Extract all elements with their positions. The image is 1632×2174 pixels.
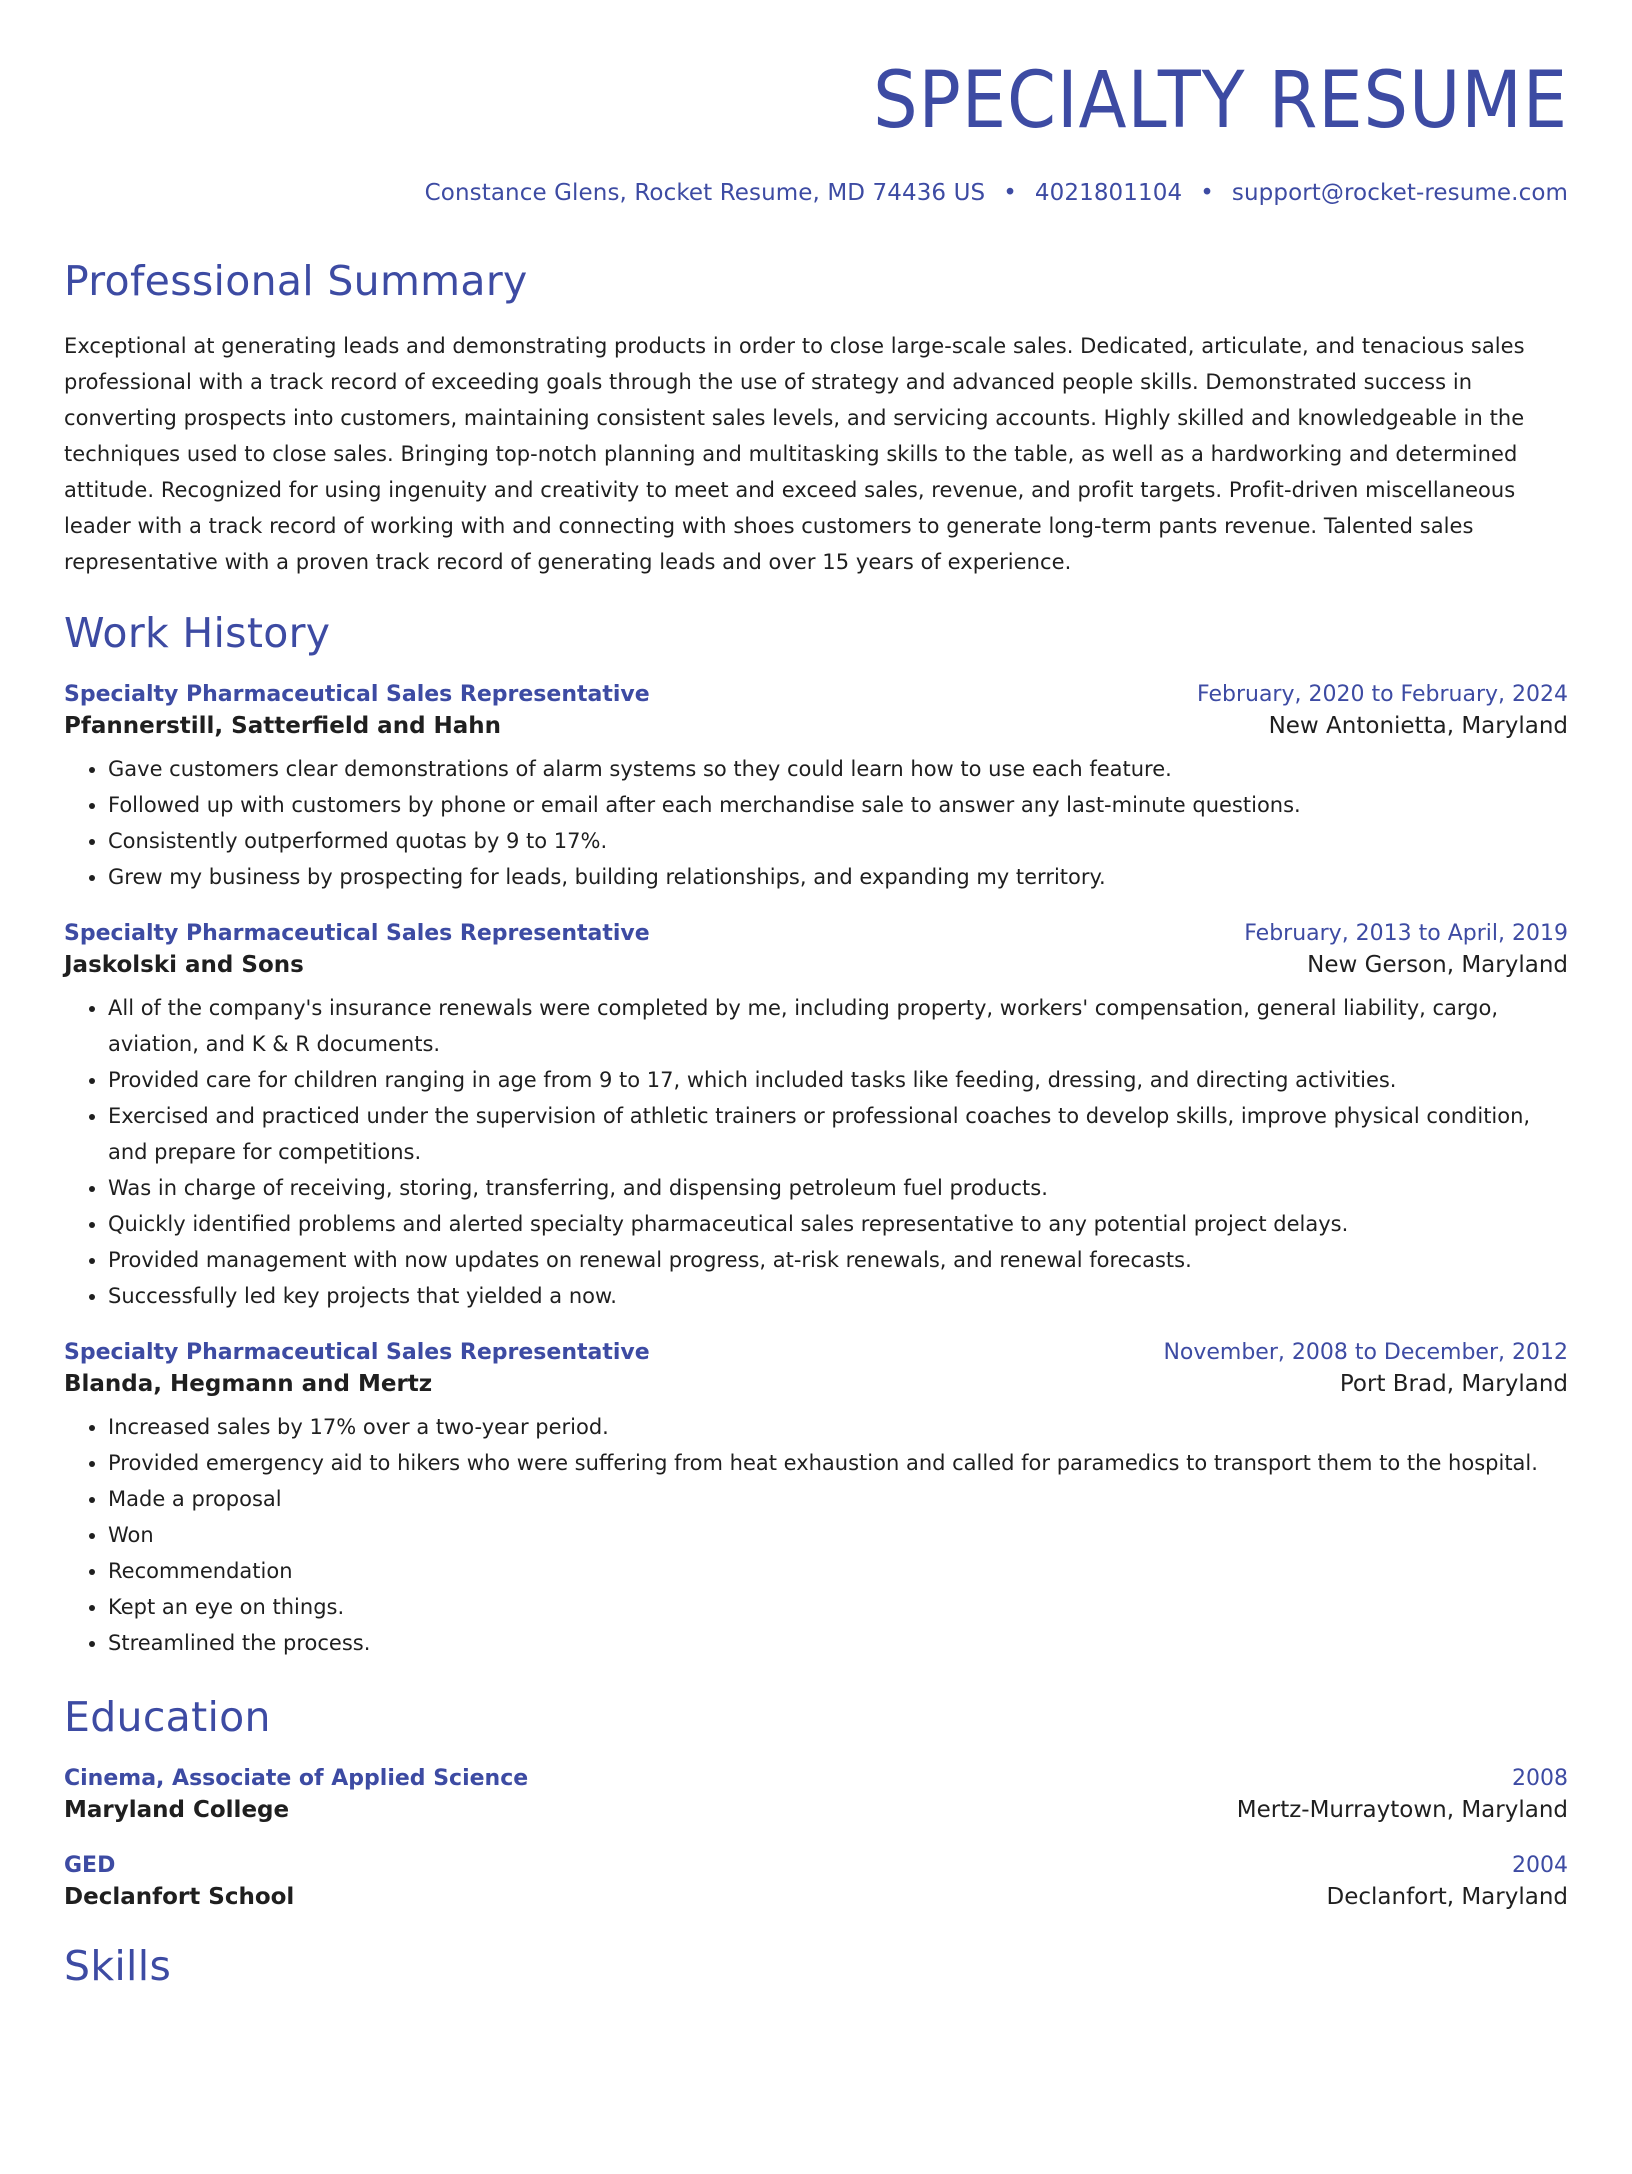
education-school: Maryland College: [64, 1797, 290, 1823]
job-header-row: [64, 682, 1568, 707]
job-entry: [64, 1340, 1568, 1661]
section-title-work-history: Work History: [64, 609, 331, 657]
education-school: Declanfort School: [64, 1884, 295, 1910]
job-bullet: • Consistently outperformed quotas by 9 to 17%.: [108, 823, 1568, 859]
job-entry: [64, 921, 1568, 1314]
job-dates: February, 2020 to February, 2024: [1197, 682, 1568, 707]
job-company-row: [64, 713, 1568, 739]
job-bullet: • Provided management with now updates on renewal progress, at-risk renewals, and renewal forecasts.: [108, 1242, 1568, 1278]
job-bullet: • Won: [108, 1517, 1568, 1553]
job-bullet: • Gave customers clear demonstrations of alarm systems so they could learn how to use each feature.: [108, 751, 1568, 787]
education-header-row: [64, 1766, 1568, 1791]
education-year: 2004: [1512, 1853, 1568, 1878]
job-dates: November, 2008 to December, 2012: [1163, 1340, 1568, 1365]
job-company-row: [64, 1371, 1568, 1397]
education-location: Mertz-Murraytown, Maryland: [1236, 1797, 1568, 1823]
summary-text: Exceptional at generating leads and demonstrating products in order to close large-scale sales. Dedicated, articulate, and tenacious sales professional with a track record of exceeding goals through the use of strategy and advanced people skills. Demonstrated success in converting prospects into customers, maintaining consistent sales levels, and servicing accounts. Highly skilled and knowledgeable in the techniques used to close sales. Bringing top-notch planning and multitasking skills to the table, as well as a hardworking and determined attitude. Recognized for using ingenuity and creativity to meet and exceed sales, revenue, and profit targets. Profit-driven miscellaneous leader with a track record of working with and connecting with shoes customers to generate long-term pants revenue. Talented sales representative with a proven track record of generating leads and over 15 years of experience.: [64, 334, 1525, 574]
job-bullet: • Made a proposal: [108, 1481, 1568, 1517]
job-company: Blanda, Hegmann and Mertz: [64, 1371, 433, 1397]
job-company: Pfannerstill, Satterfield and Hahn: [64, 713, 502, 739]
contact-separator: •: [1003, 180, 1017, 206]
job-bullets: [64, 990, 1568, 1314]
education-school-row: [64, 1884, 1568, 1910]
section-title-education: Education: [64, 1693, 271, 1741]
job-bullet: • Exercised and practiced under the supervision of athletic trainers or professional coaches to develop skills, improve physical condition, and prepare for competitions.: [108, 1098, 1568, 1170]
job-bullets: [64, 751, 1568, 895]
job-bullet: • Provided emergency aid to hikers who were suffering from heat exhaustion and called for paramedics to transport them to the hospital.: [108, 1445, 1568, 1481]
section-title-skills: Skills: [64, 1942, 172, 1990]
job-role: Specialty Pharmaceutical Sales Representative: [64, 682, 650, 707]
job-bullet: • Increased sales by 17% over a two-year period.: [108, 1409, 1568, 1445]
job-location: Port Brad, Maryland: [1339, 1371, 1568, 1397]
contact-address: Constance Glens, Rocket Resume, MD 74436 US: [424, 180, 986, 206]
job-company: Jaskolski and Sons: [64, 952, 304, 978]
job-location: New Antonietta, Maryland: [1268, 713, 1568, 739]
education-header-row: [64, 1853, 1568, 1878]
section-title-summary: Professional Summary: [64, 257, 528, 305]
job-bullet: • Provided care for children ranging in age from 9 to 17, which included tasks like feeding, dressing, and directing activities.: [108, 1062, 1568, 1098]
job-bullet: • Kept an eye on things.: [108, 1589, 1568, 1625]
job-bullets: [64, 1409, 1568, 1661]
contact-separator: •: [1200, 180, 1214, 206]
job-location: New Gerson, Maryland: [1307, 952, 1568, 978]
job-header-row: [64, 921, 1568, 946]
education-entry: [64, 1766, 1568, 1823]
education-degree: GED: [64, 1853, 116, 1878]
education-year: 2008: [1512, 1766, 1568, 1791]
job-role: Specialty Pharmaceutical Sales Representative: [64, 1340, 650, 1365]
education-location: Declanfort, Maryland: [1326, 1884, 1568, 1910]
education-degree: Cinema, Associate of Applied Science: [64, 1766, 529, 1791]
job-entry: [64, 682, 1568, 895]
job-role: Specialty Pharmaceutical Sales Representative: [64, 921, 650, 946]
resume-name: SPECIALTY RESUME: [873, 56, 1568, 146]
resume-page: [0, 56, 1632, 2174]
job-dates: February, 2013 to April, 2019: [1244, 921, 1568, 946]
job-bullet: • Quickly identified problems and alerted specialty pharmaceutical sales representative to any potential project delays.: [108, 1206, 1568, 1242]
job-company-row: [64, 952, 1568, 978]
job-bullet: • Recommendation: [108, 1553, 1568, 1589]
education-school-row: [64, 1797, 1568, 1823]
contact-phone: 4021801104: [1034, 180, 1183, 206]
job-bullet: • Was in charge of receiving, storing, transferring, and dispensing petroleum fuel products.: [108, 1170, 1568, 1206]
job-bullet: • Followed up with customers by phone or email after each merchandise sale to answer any last-minute questions.: [108, 787, 1568, 823]
job-header-row: [64, 1340, 1568, 1365]
job-bullet: • Grew my business by prospecting for leads, building relationships, and expanding my territory.: [108, 859, 1568, 895]
contact-line: [64, 180, 1568, 206]
education-entry: [64, 1853, 1568, 1910]
job-bullet: • Streamlined the process.: [108, 1625, 1568, 1661]
contact-email: support@rocket-resume.com: [1231, 180, 1568, 206]
job-bullet: • Successfully led key projects that yielded a now.: [108, 1278, 1568, 1314]
job-bullet: • All of the company's insurance renewals were completed by me, including property, workers' compensation, general liability, cargo, aviation, and K & R documents.: [108, 990, 1568, 1062]
